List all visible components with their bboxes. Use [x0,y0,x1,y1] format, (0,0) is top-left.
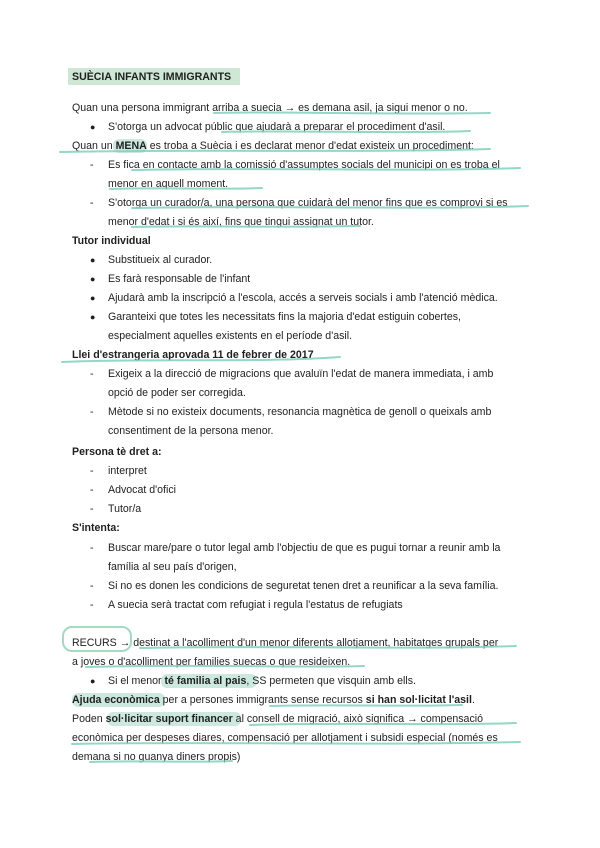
dash-marker: - [90,580,94,592]
ajuda-bold: Ajuda econòmica [72,694,160,706]
intenta-item-1-line-2: família al seu país d'origen, [108,561,237,573]
recurs-bullet-post: , SS permeten que visquin amb ells. [246,675,416,687]
dash-marker: - [90,368,94,380]
dash-marker: - [90,503,94,515]
poden-pre: Poden [72,713,106,725]
llei-item-2-line-1: Mètode si no existeix documents, resonancia magnètica de genoll o queixals amb [108,406,492,418]
dret-heading: Persona tè dret a: [72,446,162,458]
recurs-bullet-bold: té familia al pais [164,675,247,687]
intenta-item-3: A suecia serà tractat com refugiat i regula l'estatus de refugiats [108,599,403,611]
mena-item-2-line-2: menor d'edat i si és així, fins que tingui assignat un tutor. [108,216,374,228]
intenta-heading: S'intenta: [72,522,120,534]
page-title: SUÈCIA INFANTS IMMIGRANTS [72,71,232,83]
dret-item-1: interpret [108,465,147,477]
recurs-paragraph [72,636,498,650]
dash-marker: - [90,406,94,418]
bullet-dot: ● [90,676,96,686]
mena-word: MENA [115,140,147,152]
intro-bullet: S'otorga un advocat públic que ajudarà a preparar el procediment d'asil. [108,121,446,133]
bullet-dot: ● [90,255,96,265]
intenta-item-1-line-1: Buscar mare/pare o tutor legal amb l'objectiu de que es pugui tornar a reunir amb la [108,542,501,554]
dash-marker: - [90,197,94,209]
dash-marker: - [90,542,94,554]
mena-item-1-line-2: menor en aquell moment. [108,178,229,190]
llei-item-1-line-1: Exigeix a la direcció de migracions que avaluïn l'edat de manera immediata, i amb [108,368,494,380]
llei-item-1-line-2: opció de poder ser corregida. [108,387,246,399]
ajuda-paragraph [72,693,475,707]
bullet-dot: ● [90,312,96,322]
intenta-item-2: Si no es donen les condicions de seguretat tenen dret a reunificar a la seva família. [108,580,499,592]
dash-marker: - [90,159,94,171]
bullet-dot: ● [90,274,96,284]
recurs-bullet-pre: Si el menor [108,675,165,687]
bullet-dot: ● [90,122,96,132]
tutor-item-1: Substitueix al curador. [108,254,213,266]
mena-post: es troba a Suècia i es declarat menor d'edat existeix un procediment: [146,140,474,152]
poden-post: al consell de migració, això significa → compensació [232,713,483,725]
llei-item-2-line-2: consentiment de la persona menor. [108,425,274,437]
mena-paragraph [72,139,474,153]
bullet-dot: ● [90,293,96,303]
recurs-rest: → destinat a l'acolliment d'un menor diferents allotjament, habitatges grupals per [116,637,499,649]
tutor-item-3: Ajudarà amb la inscripció a l'escola, accés a serveis socials i amb l'atenció mèdica. [108,292,498,304]
tutor-item-4-line-1: Garanteixi que totes les necessitats fins la majoria d'edat estiguin cobertes, [108,311,461,323]
tutor-heading: Tutor individual [72,235,151,247]
dash-marker: - [90,599,94,611]
poden-bold: sol·licitar suport financer [105,713,233,725]
intro-paragraph: Quan una persona immigrant arriba a suecia → es demana asil, ja sigui menor o no. [72,102,468,114]
ajuda-bold-2: si han sol·licitat l'asil [365,694,472,706]
mena-pre: Quan un [72,140,116,152]
ajuda-mid: per a persones immigrants sense recursos [159,694,366,706]
dret-item-3: Tutor/a [108,503,142,515]
tutor-item-4-line-2: especialment aquelles existents en el període d'asil. [108,330,353,342]
econ-line: econòmica per despeses diares, compensació per allotjament i subsidi especial (només es [72,732,498,744]
recurs-bullet [108,674,416,688]
dash-marker: - [90,465,94,477]
mena-item-2-line-1: S'otorga un curador/a, una persona que cuidarà del menor fins que es comprovi si es [108,197,508,209]
dret-item-2: Advocat d'ofici [108,484,176,496]
dash-marker: - [90,484,94,496]
recurs-line-2: a joves o d'acolliment per families suecas o que resideixen. [72,656,351,668]
demana-line: demana si no guanya diners propis) [72,751,241,763]
llei-heading: Llei d'estrangeria aprovada 11 de febrer de 2017 [72,349,314,361]
poden-paragraph [72,712,483,726]
tutor-item-2: Es farà responsable de l'infant [108,273,251,285]
mena-item-1-line-1: Es fica en contacte amb la comissió d'assumptes socials del municipi on es troba el [108,159,500,171]
ajuda-end: . [471,694,475,706]
recurs-word: RECURS [72,637,117,649]
